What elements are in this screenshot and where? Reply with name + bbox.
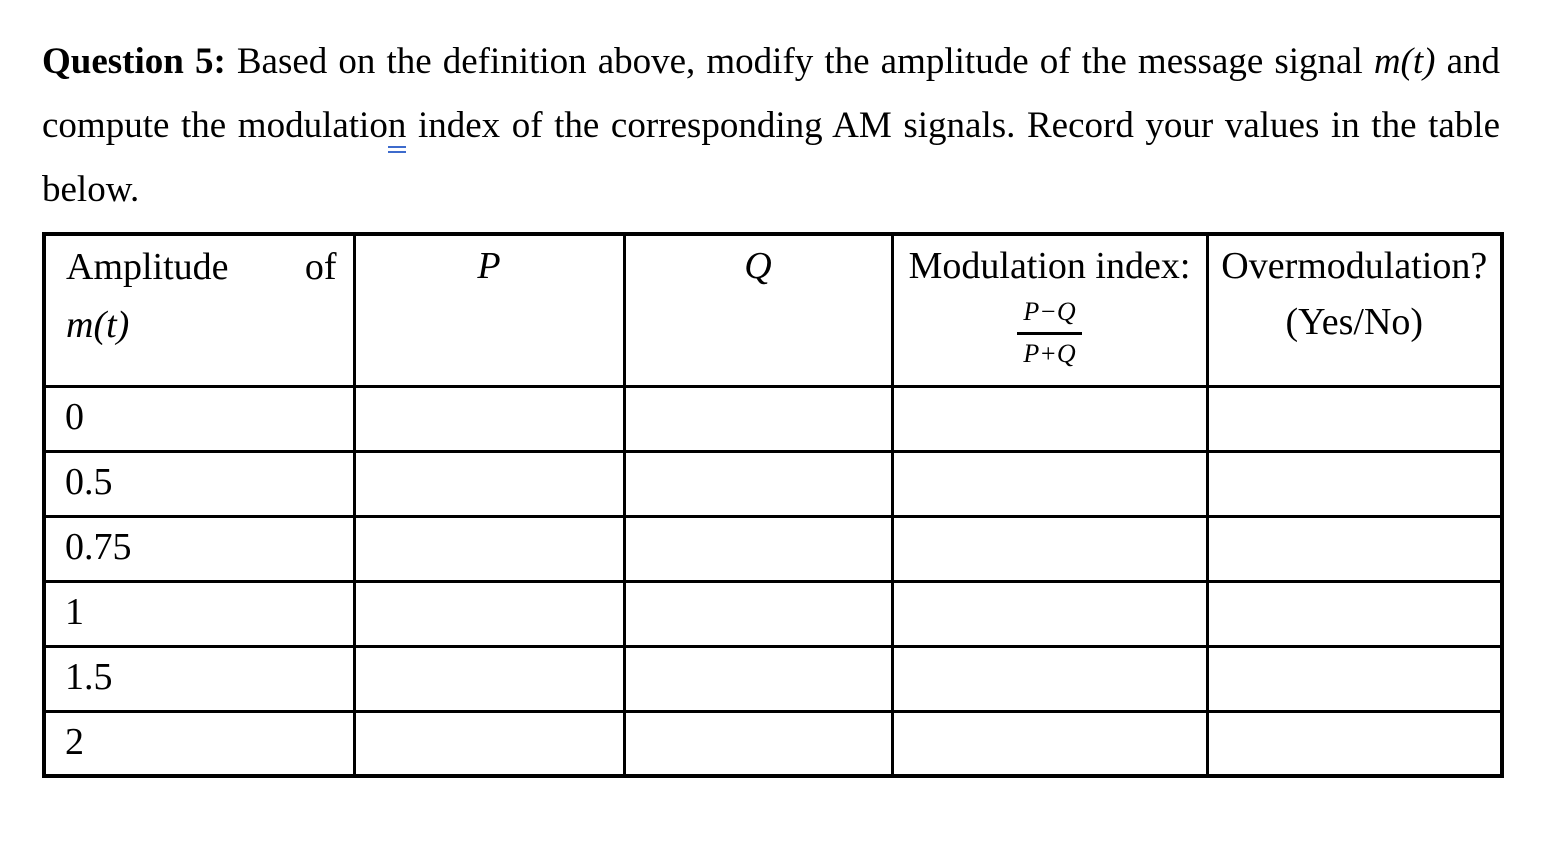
amplitude-value-cell: 0 [44,386,354,451]
table-row [44,581,1502,646]
fraction-denominator: P+Q [1023,338,1076,368]
table-row [44,386,1502,451]
paragraph-line-3: below. [42,169,140,210]
answer-cell-p[interactable] [354,711,624,776]
paragraph-line-1 [42,30,1500,94]
paragraph-text-4: index of the corresponding AM signals. Record your values in the table [417,105,1501,146]
answer-cell-modulation-index[interactable] [892,516,1207,581]
header-amplitude [44,234,354,386]
table-row [44,646,1502,711]
question-paragraph [42,30,1500,222]
amplitude-value-cell: 1.5 [44,646,354,711]
table-row [44,516,1502,581]
fraction-numerator: P−Q [1017,296,1081,335]
answer-cell-overmodulation[interactable] [1207,646,1502,711]
header-overmodulation-label: Overmodulation? [1221,245,1488,287]
modulation-index-fraction [1017,296,1081,370]
header-amplitude-line1: Amplitude of [66,246,337,288]
message-signal-math: m(t) [1373,41,1436,82]
header-modulation-index [892,234,1207,386]
paragraph-line-2 [42,94,1500,158]
answer-cell-overmodulation[interactable] [1207,451,1502,516]
paragraph-text-2: and [1446,41,1501,82]
header-overmodulation [1207,234,1502,386]
answer-cell-q[interactable] [624,711,892,776]
answer-cell-p[interactable] [354,516,624,581]
answer-cell-q[interactable] [624,516,892,581]
amplitude-value-cell: 1 [44,581,354,646]
answer-cell-p[interactable] [354,451,624,516]
answer-cell-modulation-index[interactable] [892,451,1207,516]
question-label: Question 5: [42,41,226,82]
modulation-index-table [42,232,1504,778]
paragraph-text-3: compute the modulatio [42,105,388,146]
answer-cell-modulation-index[interactable] [892,711,1207,776]
answer-cell-q[interactable] [624,646,892,711]
table-row [44,711,1502,776]
answer-cell-p[interactable] [354,581,624,646]
answer-cell-p[interactable] [354,646,624,711]
amplitude-value-cell: 0.5 [44,451,354,516]
answer-cell-q[interactable] [624,581,892,646]
header-overmodulation-yesno: (Yes/No) [1285,301,1424,343]
answer-cell-overmodulation[interactable] [1207,516,1502,581]
answer-cell-overmodulation[interactable] [1207,581,1502,646]
grammar-check-underline: n [388,105,407,153]
answer-cell-overmodulation[interactable] [1207,386,1502,451]
answer-cell-q[interactable] [624,451,892,516]
answer-cell-q[interactable] [624,386,892,451]
header-amplitude-math: m(t) [66,304,130,346]
paragraph-text-1: Based on the definition above, modify the amplitude of the message signal [236,41,1363,82]
header-q: Q [624,234,892,386]
amplitude-value-cell: 0.75 [44,516,354,581]
answer-cell-p[interactable] [354,386,624,451]
answer-cell-modulation-index[interactable] [892,386,1207,451]
answer-cell-modulation-index[interactable] [892,581,1207,646]
header-modulation-index-label: Modulation index: [908,245,1191,287]
answer-cell-modulation-index[interactable] [892,646,1207,711]
answer-cell-overmodulation[interactable] [1207,711,1502,776]
table-header-row [44,234,1502,386]
table-row [44,451,1502,516]
amplitude-value-cell: 2 [44,711,354,776]
header-p: P [354,234,624,386]
